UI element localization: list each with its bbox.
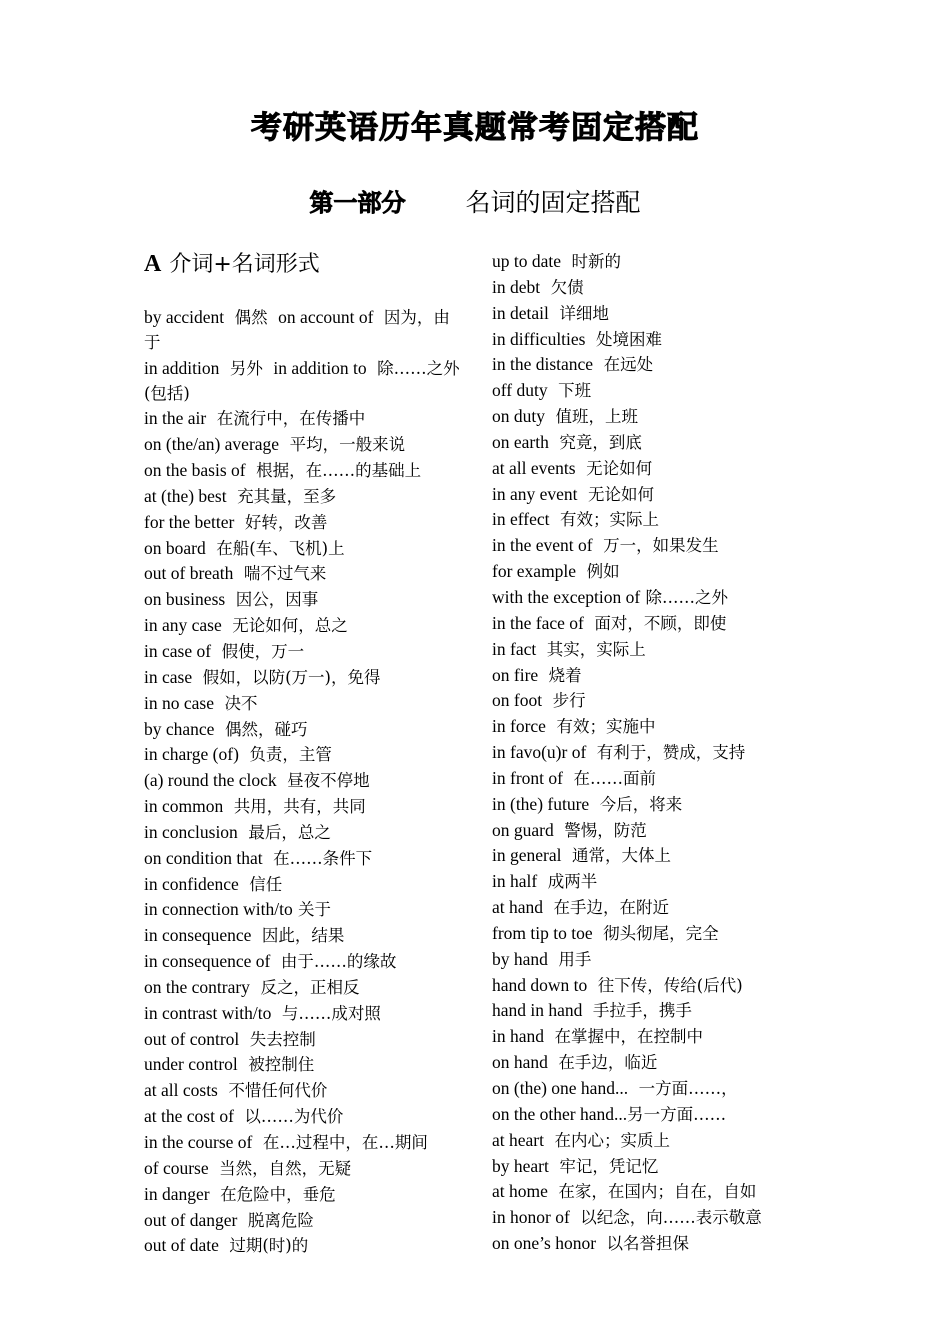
phrase-entry [144, 717, 462, 743]
phrase-english: on (the/an) average [144, 434, 280, 455]
phrase-english: on the other hand... [492, 1103, 628, 1124]
phrase-chinese: 在手边，临近 [558, 1053, 658, 1073]
phrase-english: at home [492, 1181, 548, 1202]
phrase-chinese: 在家，在国内；自在，自如 [558, 1182, 757, 1202]
phrase-english: in debt [492, 276, 541, 297]
phrase-entry [144, 1156, 462, 1182]
phrase-entry [144, 691, 462, 717]
phrase-english: on earth [492, 431, 549, 452]
phrase-entry [492, 637, 822, 663]
phrase-english: in (the) future [492, 793, 590, 814]
phrase-english: in difficulties [492, 328, 586, 349]
phrase-entry [492, 301, 822, 327]
phrase-chinese: 值班，上班 [555, 407, 638, 427]
phrase-entry [144, 458, 462, 484]
phrase-english: in the air [144, 408, 207, 429]
phrase-english: in addition to [273, 357, 367, 378]
phrase-entry [492, 585, 822, 611]
phrase-english: hand in hand [492, 1000, 583, 1021]
phrase-chinese: 最后，总之 [248, 822, 331, 842]
phrase-chinese: 信任 [249, 874, 283, 894]
phrase-chinese: 负责，主管 [249, 745, 332, 765]
phrase-entry [144, 536, 462, 562]
phrase-entry [144, 768, 462, 794]
phrase-entry [492, 1154, 822, 1180]
phrase-entry [492, 378, 822, 404]
phrase-entry [492, 1050, 822, 1076]
part-heading [0, 183, 950, 219]
phrase-chinese: 不惜任何代价 [228, 1081, 328, 1101]
phrase-english: at heart [492, 1129, 544, 1150]
phrase-english: out of danger [144, 1209, 238, 1230]
phrase-english: on account of [278, 307, 374, 327]
phrase-entry [492, 430, 822, 456]
phrase-english: on the basis of [144, 460, 246, 481]
phrase-english: in case [144, 666, 193, 687]
phrase-english: out of control [144, 1028, 240, 1049]
phrase-chinese: 另外 [229, 358, 263, 378]
phrase-entry [492, 482, 822, 508]
phrase-english: (a) round the clock [144, 770, 277, 791]
phrase-english: in the event of [492, 535, 593, 556]
phrase-entry [492, 1128, 822, 1154]
phrase-chinese: 因公，因事 [235, 590, 319, 610]
phrase-chinese: 假使，万一 [221, 641, 305, 661]
phrase-english: by accident [144, 307, 225, 327]
right-column [492, 249, 822, 1257]
left-column [144, 305, 462, 1259]
phrase-entry [492, 559, 822, 585]
phrase-chinese: 除……之外 [645, 587, 728, 607]
phrase-english: in fact [492, 638, 537, 659]
phrase-english: in consequence [144, 925, 252, 946]
phrase-english: for example [492, 561, 577, 582]
phrase-english: by heart [492, 1155, 549, 1176]
phrase-chinese: 牢记，凭记忆 [559, 1156, 659, 1176]
phrase-entry [492, 843, 822, 869]
phrase-english: hand down to [492, 974, 588, 995]
phrase-chinese: 往下传，传给(后代) [597, 975, 743, 995]
phrase-entry [144, 406, 462, 432]
phrase-entry [144, 949, 462, 975]
phrase-english: in half [492, 871, 538, 892]
phrase-chinese: 面对，不顾，即使 [594, 613, 727, 633]
phrase-entry [492, 998, 822, 1024]
phrase-entry [144, 561, 462, 587]
phrase-chinese: 失去控制 [249, 1029, 316, 1049]
phrase-english: in general [492, 845, 562, 866]
phrase-entry [492, 921, 822, 947]
phrase-chinese: 处境困难 [595, 329, 662, 349]
phrase-entry [492, 895, 822, 921]
phrase-english: on business [144, 589, 226, 610]
phrase-english: in common [144, 796, 224, 817]
phrase-chinese: 偶然 [234, 308, 268, 327]
phrase-english: of course [144, 1157, 209, 1178]
phrase-chinese: 以……为代价 [244, 1107, 344, 1127]
phrase-chinese: 与……成对照 [281, 1003, 381, 1023]
phrase-english: off duty [492, 380, 548, 401]
phrase-english: in front of [492, 767, 563, 788]
phrase-chinese: 另一方面…… [627, 1104, 727, 1124]
phrase-chinese: 被控制住 [248, 1055, 315, 1075]
phrase-english: out of date [144, 1235, 219, 1256]
phrase-entry [144, 975, 462, 1001]
phrase-chinese: 偶然，碰巧 [224, 719, 308, 739]
phrase-english: in danger [144, 1183, 210, 1204]
phrase-entry [492, 766, 822, 792]
phrase-chinese: 因为，由于 [144, 308, 450, 352]
phrase-chinese: 平均，一般来说 [289, 435, 406, 455]
phrase-entry [492, 818, 822, 844]
phrase-english: in hand [492, 1026, 545, 1047]
phrase-english: on (the) one hand... [492, 1078, 629, 1098]
phrase-entry [492, 792, 822, 818]
phrase-entry [492, 1231, 822, 1257]
phrase-english: on hand [492, 1052, 548, 1073]
phrase-entry [492, 352, 822, 378]
section-title: 介词+名词形式 [169, 252, 320, 277]
phrase-entry [144, 1182, 462, 1208]
phrase-entry [492, 327, 822, 353]
phrase-entry [492, 507, 822, 533]
phrase-entry [144, 897, 462, 923]
phrase-chinese: 彻头彻尾，完全 [603, 923, 719, 943]
phrase-chinese: 手拉手，携手 [592, 1001, 692, 1021]
phrase-english: in effect [492, 509, 550, 530]
phrase-chinese: 无论如何 [588, 484, 655, 504]
phrase-chinese: 无论如何，总之 [232, 616, 348, 636]
phrase-entry [144, 639, 462, 665]
phrase-entry [492, 249, 822, 275]
phrase-english: on condition that [144, 847, 263, 868]
phrase-chinese: 根据，在……的基础上 [256, 461, 422, 481]
phrase-english: in addition [144, 357, 220, 378]
phrase-entry [492, 1102, 822, 1128]
phrase-chinese: 无论如何 [586, 458, 653, 478]
phrase-entry [492, 1076, 822, 1102]
phrase-english: at (the) best [144, 485, 227, 506]
phrase-entry-by-accident [144, 305, 462, 356]
phrase-chinese: 充其量，至多 [237, 486, 337, 506]
phrase-english: in the face of [492, 612, 584, 633]
phrase-entry [144, 1078, 462, 1104]
phrase-chinese: 过期(时)的 [229, 1236, 309, 1256]
phrase-entry-in-addition [144, 356, 462, 407]
phrase-entry [144, 820, 462, 846]
phrase-chinese: 昼夜不停地 [287, 771, 370, 791]
phrase-chinese: 在远处 [603, 355, 654, 375]
phrase-entry [492, 1024, 822, 1050]
phrase-english: in conclusion [144, 821, 238, 842]
phrase-chinese: 喘不过气来 [243, 564, 327, 584]
phrase-english: by chance [144, 718, 215, 739]
phrase-chinese: 警惕，防范 [564, 820, 647, 840]
phrase-chinese: 假如，以防(万一)，免得 [202, 667, 381, 687]
phrase-entry [144, 872, 462, 898]
phrase-english: from tip to toe [492, 922, 593, 943]
phrase-chinese: 关于 [297, 900, 331, 920]
section-heading [144, 247, 320, 278]
phrase-english: at hand [492, 897, 544, 918]
phrase-entry [144, 923, 462, 949]
phrase-entry [144, 613, 462, 639]
phrase-entry [492, 456, 822, 482]
phrase-english: in force [492, 716, 546, 737]
phrase-entry [144, 1130, 462, 1156]
phrase-english: in honor of [492, 1207, 570, 1228]
phrase-chinese: 在流行中，在传播中 [216, 409, 366, 429]
phrase-chinese: 烧着 [548, 665, 582, 685]
phrase-entry [144, 794, 462, 820]
phrase-entry [492, 275, 822, 301]
section-letter: A [144, 251, 162, 277]
phrase-chinese: 万一，如果发生 [603, 536, 719, 556]
phrase-entry [144, 665, 462, 691]
phrase-chinese: 通常，大体上 [571, 846, 671, 866]
phrase-entry [492, 947, 822, 973]
phrase-chinese: 在……面前 [573, 768, 656, 788]
phrase-chinese: 时新的 [571, 252, 622, 271]
phrase-english: under control [144, 1054, 238, 1075]
phrase-entry [492, 404, 822, 430]
phrase-english: for the better [144, 511, 235, 532]
phrase-chinese: 由于……的缘故 [280, 952, 397, 972]
phrase-english: in detail [492, 302, 549, 323]
phrase-english: with the exception of [492, 586, 641, 607]
phrase-chinese: 详细地 [559, 303, 609, 323]
phrase-entry [144, 1208, 462, 1234]
phrase-chinese: 用手 [558, 949, 592, 969]
phrase-english: at all costs [144, 1080, 218, 1101]
phrase-chinese: 脱离危险 [247, 1210, 314, 1230]
phrase-english: in any event [492, 483, 578, 504]
phrase-english: at all events [492, 457, 576, 478]
phrase-entry [144, 1104, 462, 1130]
phrase-english: in confidence [144, 873, 239, 894]
phrase-english: in case of [144, 640, 212, 661]
phrase-entry [492, 1179, 822, 1205]
phrase-chinese: 以纪念，向……表示敬意 [580, 1208, 762, 1228]
phrase-chinese: 在手边，在附近 [553, 898, 670, 918]
phrase-entry [492, 611, 822, 637]
phrase-chinese: 在…过程中，在…期间 [262, 1133, 428, 1152]
phrase-chinese: 好转，改善 [244, 512, 328, 532]
phrase-chinese: 在危险中，垂危 [220, 1184, 336, 1204]
phrase-chinese: 当然，自然，无疑 [219, 1158, 352, 1178]
phrase-chinese: 例如 [586, 562, 620, 582]
phrase-chinese: 在内心；实质上 [554, 1130, 670, 1150]
phrase-english: by hand [492, 948, 548, 969]
phrase-chinese: 有效；实施中 [556, 717, 656, 737]
phrase-entry [144, 432, 462, 458]
phrase-english: up to date [492, 251, 562, 271]
phrase-english: out of breath [144, 563, 234, 584]
phrase-chinese: 其实，实际上 [546, 639, 646, 659]
phrase-chinese: 因此，结果 [261, 926, 345, 946]
phrase-chinese: 以名誉担保 [606, 1234, 690, 1254]
phrase-english: at the cost of [144, 1106, 234, 1127]
phrase-english: in favo(u)r of [492, 742, 587, 763]
phrase-entry [144, 1052, 462, 1078]
phrase-entry [144, 510, 462, 536]
phrase-english: in charge (of) [144, 744, 239, 765]
phrase-entry [144, 742, 462, 768]
phrase-english: on foot [492, 690, 543, 711]
phrase-english: on the contrary [144, 976, 250, 997]
phrase-chinese: 步行 [552, 691, 586, 711]
part-name: 名词的固定搭配 [465, 188, 641, 217]
phrase-english: in no case [144, 692, 214, 713]
phrase-entry [144, 587, 462, 613]
phrase-chinese: 在……条件下 [273, 848, 373, 868]
phrase-chinese: 共用，共有，共同 [233, 797, 366, 817]
phrase-chinese: 一方面……， [638, 1079, 738, 1098]
phrase-entry [492, 714, 822, 740]
phrase-english: on board [144, 537, 206, 558]
phrase-chinese: 今后，将来 [599, 794, 683, 814]
phrase-chinese: 有效；实际上 [560, 510, 659, 530]
phrase-english: on one’s honor [492, 1233, 597, 1254]
phrase-chinese: 成两半 [547, 872, 598, 892]
phrase-entry [144, 1233, 462, 1259]
phrase-entry [144, 484, 462, 510]
phrase-english: in any case [144, 615, 222, 636]
phrase-entry [492, 869, 822, 895]
phrase-english: on fire [492, 664, 539, 685]
phrase-english: on duty [492, 406, 545, 427]
phrase-english: in the distance [492, 354, 594, 375]
phrase-entry [144, 846, 462, 872]
phrase-entry [144, 1027, 462, 1053]
phrase-chinese: 有利于，赞成，支持 [596, 743, 746, 763]
phrase-english: in consequence of [144, 951, 271, 972]
phrase-chinese: 决不 [224, 693, 258, 713]
phrase-entry [492, 973, 822, 999]
phrase-entry [492, 1205, 822, 1231]
phrase-english: in contrast with/to [144, 1002, 272, 1023]
phrase-english: on guard [492, 819, 554, 840]
page-title: 考研英语历年真题常考固定搭配 [251, 110, 699, 146]
phrase-entry [492, 533, 822, 559]
phrase-chinese: 欠债 [550, 277, 584, 297]
phrase-chinese: 在掌握中，在控制中 [554, 1027, 704, 1047]
part-label: 第一部分 [309, 189, 406, 217]
phrase-chinese: 反之，正相反 [260, 977, 360, 997]
phrase-chinese: 在船(车、飞机)上 [216, 538, 345, 558]
phrase-entry [144, 1001, 462, 1027]
phrase-english: in the course of [144, 1132, 253, 1152]
phrase-chinese: 下班 [558, 381, 592, 401]
phrase-english: in connection with/to [144, 899, 293, 920]
phrase-chinese: 除……之外(包括) [144, 358, 460, 403]
phrase-entry [492, 688, 822, 714]
phrase-chinese: 究竟，到底 [559, 432, 642, 452]
phrase-entry [492, 740, 822, 766]
phrase-entry [492, 663, 822, 689]
